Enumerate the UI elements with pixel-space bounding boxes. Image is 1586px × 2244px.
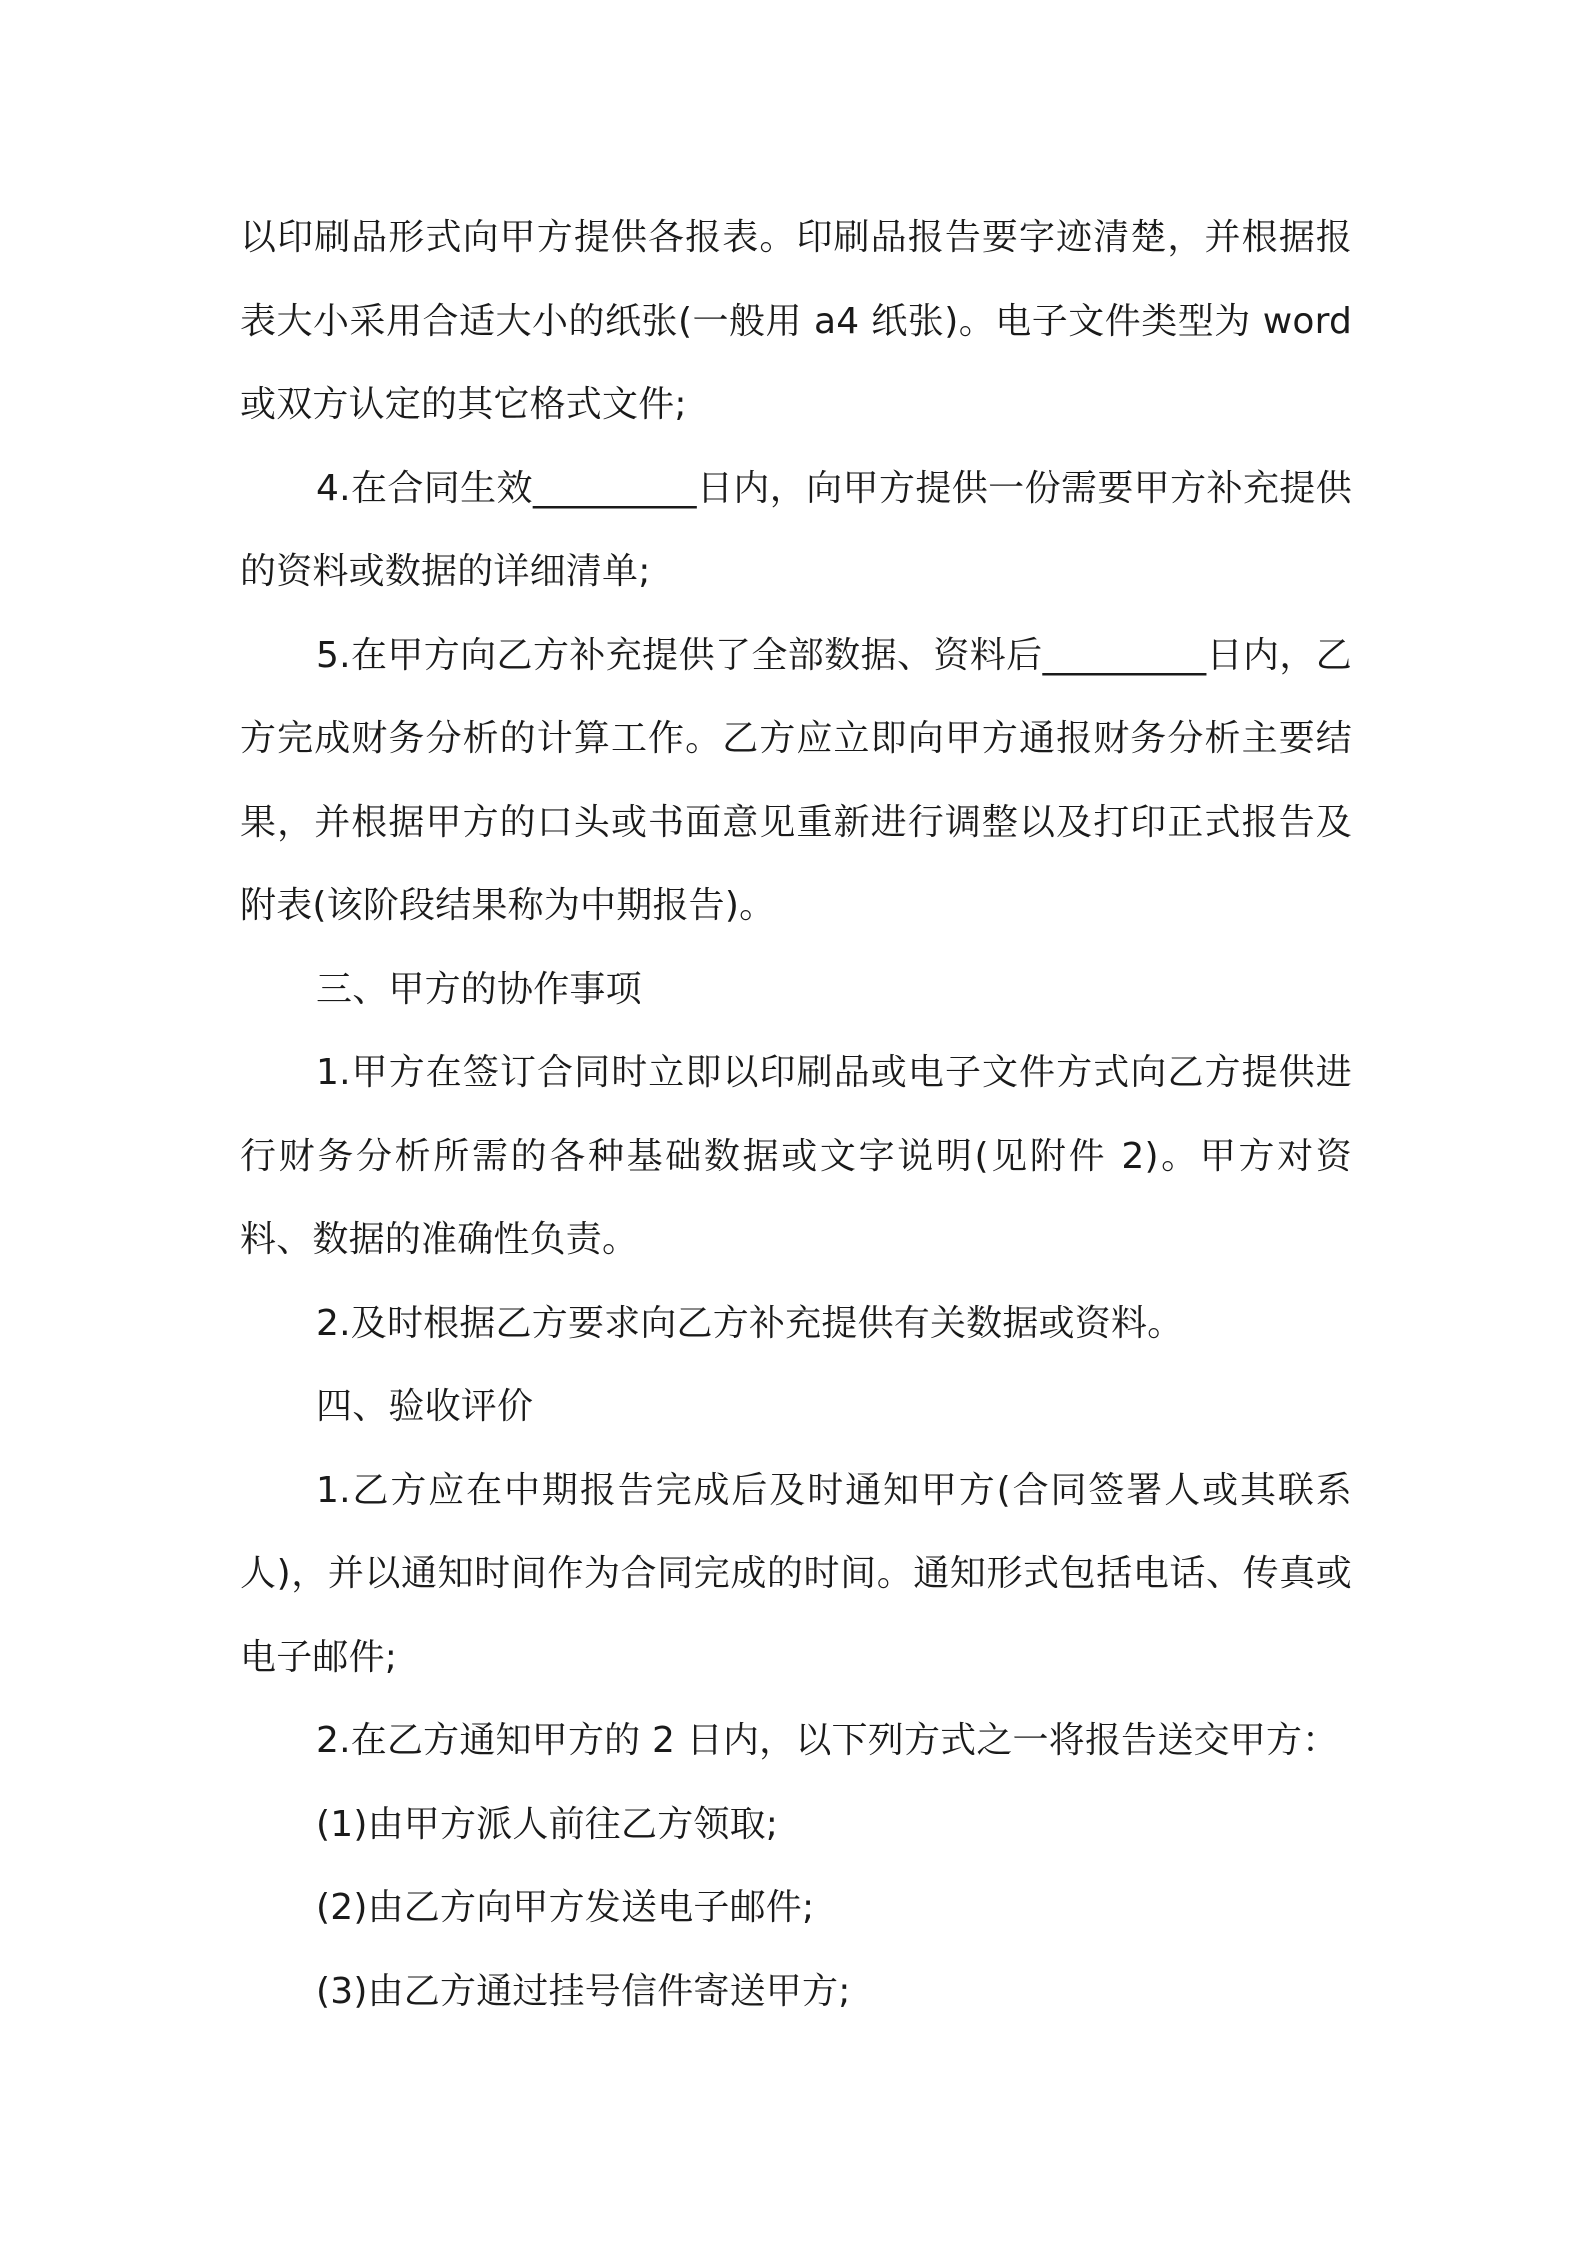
paragraph-section3-item-1: 1.甲方在签订合同时立即以印刷品或电子文件方式向乙方提供进行财务分析所需的各种基础数据或文字说明(见附件 2)。甲方对资料、数据的准确性负责。 <box>240 1052 1352 1260</box>
paragraph-section4-item-2: 2.在乙方通知甲方的 2 日内，以下列方式之一将报告送交甲方： <box>316 1720 1339 1761</box>
document-body <box>240 196 1352 2033</box>
paragraph-section4-sub-3: (3)由乙方通过挂号信件寄送甲方; <box>316 1970 851 2012</box>
paragraph-section4-item-1: 1.乙方应在中期报告完成后及时通知甲方(合同签署人或其联系人)，并以通知时间作为合同完成的时间。通知形式包括电话、传真或电子邮件; <box>240 1469 1352 1678</box>
paragraph-item-4: 4.在合同生效_________日内，向甲方提供一份需要甲方补充提供的资料或数据的详细清单; <box>240 467 1352 592</box>
paragraph-section4-sub-1: (1)由甲方派人前往乙方领取; <box>316 1803 779 1845</box>
paragraph-item-5: 5.在甲方向乙方补充提供了全部数据、资料后_________日内，乙方完成财务分析的计算工作。乙方应立即向甲方通报财务分析主要结果，并根据甲方的口头或书面意见重新进行调整以及打印正式报告及附表(该阶段结果称为中期报告)。 <box>240 634 1352 926</box>
paragraph-continuation: 以印刷品形式向甲方提供各报表。印刷品报告要字迹清楚，并根据报表大小采用合适大小的纸张(一般用 a4 纸张)。电子文件类型为 word 或双方认定的其它格式文件; <box>240 217 1352 425</box>
paragraph-section4-sub-2: (2)由乙方向甲方发送电子邮件; <box>316 1887 815 1928</box>
section-heading-4: 四、验收评价 <box>316 1386 534 1427</box>
paragraph-section3-item-2: 2.及时根据乙方要求向乙方补充提供有关数据或资料。 <box>316 1302 1184 1344</box>
section-heading-3: 三、甲方的协作事项 <box>316 968 642 1010</box>
